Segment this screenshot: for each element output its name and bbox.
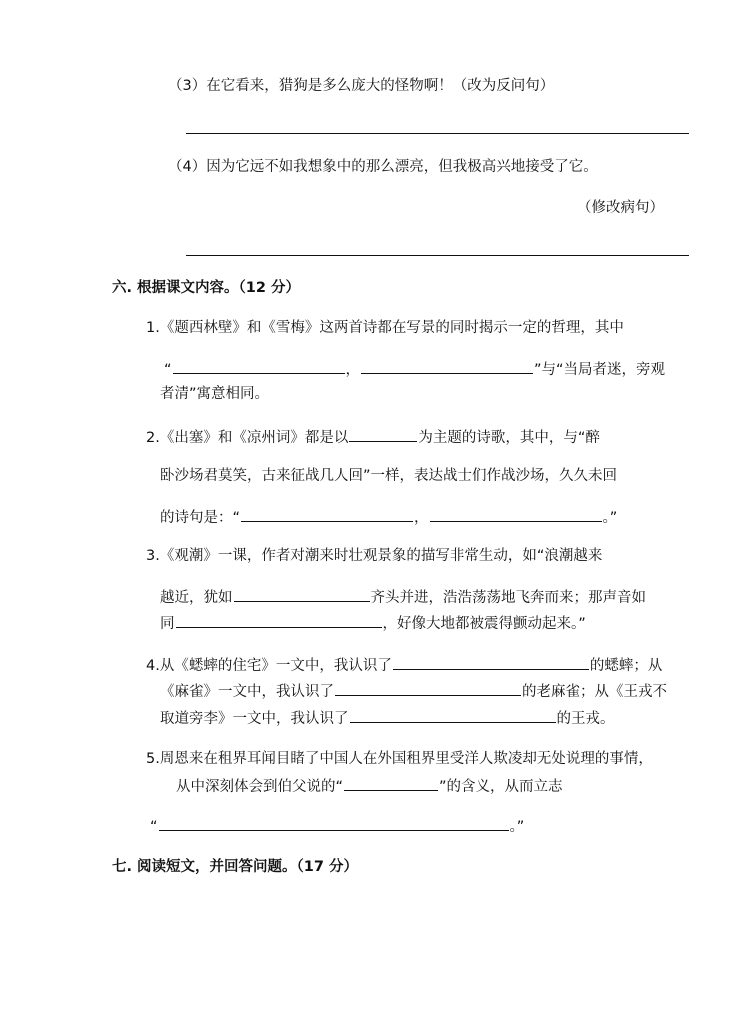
- blank-5a[interactable]: [344, 775, 438, 791]
- item-2-text-c: 的诗句是：“: [160, 510, 241, 526]
- end-quote: 。”: [602, 510, 618, 526]
- item-3-line-2: [160, 586, 646, 608]
- item-4-line-2: [160, 680, 667, 702]
- item-2-line-2: 卧沙场君莫笑，古来征战几人回”一样，表达战士们作战沙场，久久未回: [160, 468, 618, 484]
- section-6-heading: 六. 根据课文内容。（12 分）: [112, 280, 301, 296]
- item-5-line-1: 5.周恩来在租界耳闻目睹了中国人在外国租界里受洋人欺凌却无处说理的事情，: [146, 751, 653, 767]
- item-4-text-c: 《麻雀》一文中，我认识了: [160, 684, 334, 700]
- item-4-text-f: 的王戎。: [556, 711, 615, 727]
- blank-5b[interactable]: [159, 815, 509, 831]
- item-3-text-c: 同: [160, 616, 175, 632]
- blank-4b[interactable]: [335, 680, 521, 696]
- item-1-line-3: 者清”寓意相同。: [160, 386, 270, 402]
- item-3-text-b: 齐头并进，浩浩荡荡地飞奔而来；那声音如: [370, 590, 646, 606]
- item-5-text-a: 从中深刻体会到伯父说的“: [176, 779, 344, 795]
- item-3-text-a: 越近，犹如: [160, 590, 233, 606]
- item-5-line-2: [176, 775, 563, 797]
- item-4-line-3: [160, 707, 615, 729]
- open-quote: “: [164, 362, 172, 378]
- item-4-text-a: 4.从《蟋蟀的住宅》一文中，我认识了: [146, 658, 392, 674]
- item-4-text-e: 取道旁李》一文中，我认识了: [160, 711, 349, 727]
- comma: ，: [414, 510, 429, 526]
- blank-3a[interactable]: [234, 586, 370, 602]
- item-3-text-d: ，好像大地都被震得颤动起来。”: [382, 616, 586, 632]
- item-4-line-1: [146, 654, 662, 676]
- item-5-text-d: 。”: [509, 819, 525, 835]
- item-3-line-1: 3.《观潮》一课，作者对潮来时壮观景象的描写非常生动，如“浪潮越来: [146, 548, 603, 564]
- blank-4c[interactable]: [350, 707, 556, 723]
- item-1-line-1: 1.《题西林壁》和《雪梅》这两首诗都在写景的同时揭示一定的哲理，其中: [146, 320, 624, 336]
- item-2-text-a: 2.《出塞》和《凉州词》都是以: [146, 430, 349, 446]
- blank-1b[interactable]: [361, 358, 533, 374]
- blank-2c[interactable]: [430, 506, 602, 522]
- item-5-text-c: “: [150, 819, 158, 835]
- blank-2a[interactable]: [349, 426, 417, 442]
- item-5-line-3: [150, 815, 524, 837]
- blank-2b[interactable]: [241, 506, 413, 522]
- item-2-line-1: [146, 426, 600, 448]
- item-5-text-b: ”的含义，从而立志: [439, 779, 563, 795]
- item-2-line-3: [160, 506, 617, 528]
- blank-1a[interactable]: [173, 358, 345, 374]
- item-2-text-b: 为主题的诗歌，其中，与“醉: [418, 430, 600, 446]
- answer-line-q3[interactable]: [186, 133, 689, 134]
- comma: ，: [345, 362, 361, 378]
- question-4-text: （4）因为它远不如我想象中的那么漂亮，但我极高兴地接受了它。: [168, 159, 598, 175]
- item-1-tail: ”与“当局者迷，旁观: [534, 362, 666, 378]
- item-4-text-b: 的蟋蟀；从: [589, 658, 663, 674]
- blank-3b[interactable]: [176, 612, 382, 628]
- blank-4a[interactable]: [393, 654, 589, 670]
- item-4-text-d: 的老麻雀；从《王戎不: [522, 684, 667, 700]
- question-4-note: （修改病句）: [577, 200, 664, 216]
- section-7-heading: 七. 阅读短文，并回答问题。（17 分）: [112, 859, 359, 875]
- item-3-line-3: [160, 612, 586, 634]
- item-1-line-2: [164, 358, 665, 380]
- answer-line-q4[interactable]: [186, 255, 689, 256]
- question-3-text: （3）在它看来，猎狗是多么庞大的怪物啊！（改为反问句）: [168, 78, 555, 94]
